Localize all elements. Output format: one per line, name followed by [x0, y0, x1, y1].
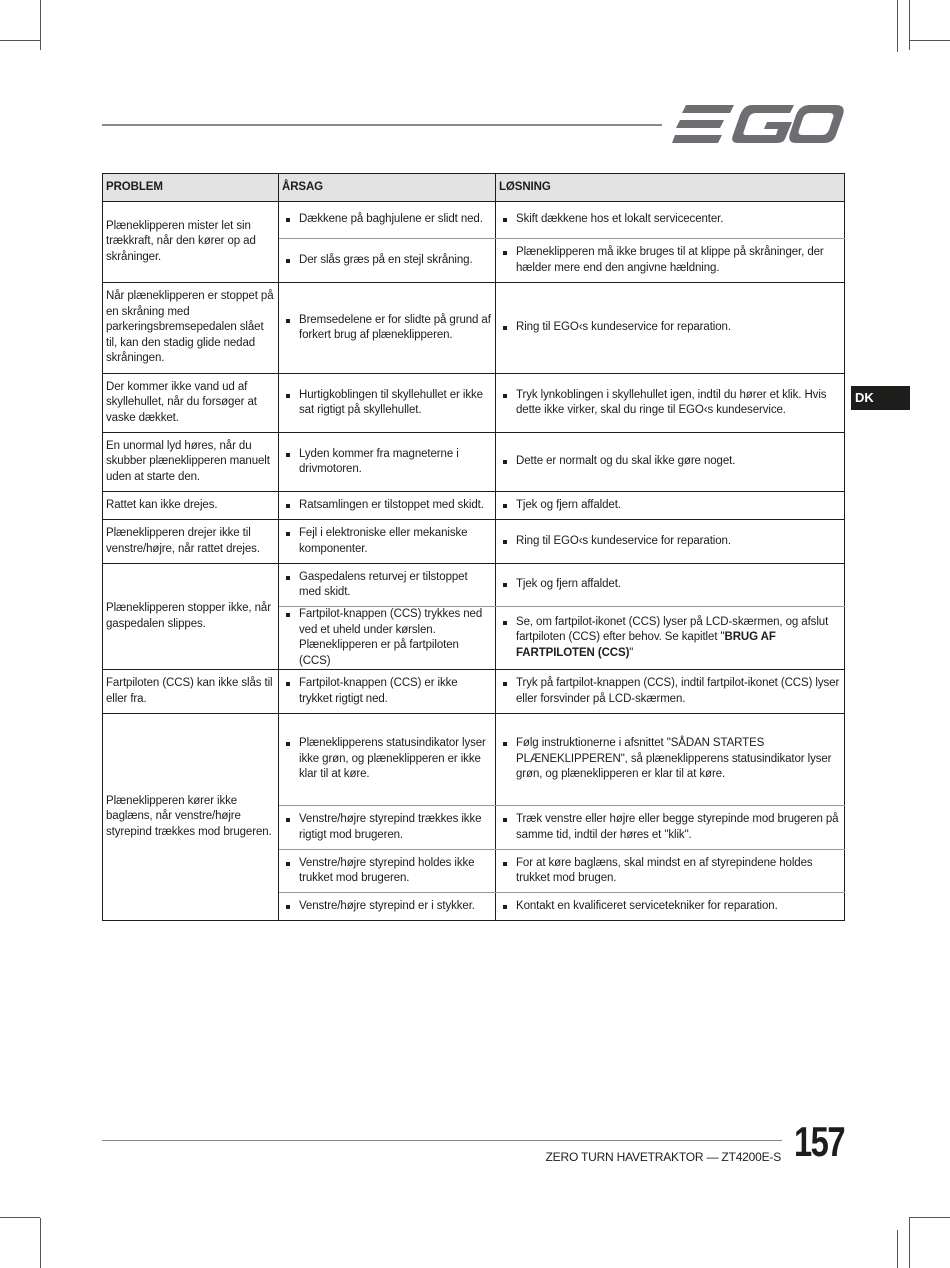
cause-text: Hurtigkoblingen til skyllehullet er ikke sat rigtigt på skyllehullet. [282, 388, 492, 419]
solution-text: For at køre baglæns, skal mindst en af styrepindene holdes trukket mod brugen. [499, 856, 841, 887]
problem-cell: Fartpiloten (CCS) kan ikke slås til eller fra. [103, 670, 279, 714]
footer-product-name: ZERO TURN HAVETRAKTOR — ZT4200E-S [545, 1150, 781, 1164]
table-row [103, 670, 845, 714]
table-row [103, 374, 845, 433]
problem-cell: Plæneklipperen stopper ikke, når gaspedalen slippes. [103, 564, 279, 670]
solution-cell [496, 492, 845, 520]
table-row [103, 202, 845, 239]
crop-mark [40, 0, 41, 50]
solution-text: Tryk på fartpilot-knappen (CCS), indtil fartpilot-ikonet (CCS) lyser eller forsvinder på LCD-skærmen. [499, 676, 841, 707]
cause-cell [279, 283, 496, 374]
table-row [103, 714, 845, 806]
table-row [103, 564, 845, 607]
solution-cell [496, 520, 845, 564]
solution-text: Tjek og fjern affaldet. [499, 577, 841, 593]
cause-text: Fartpilot-knappen (CCS) trykkes ned ved et uheld under kørslen. Plæneklipperen er på fartpiloten (CCS) [282, 607, 492, 669]
cause-cell [279, 806, 496, 850]
solution-text: Tjek og fjern affaldet. [499, 498, 841, 514]
cause-text: Dækkene på baghjulene er slidt ned. [282, 212, 492, 228]
troubleshooting-table [102, 173, 845, 921]
solution-text: Skift dækkene hos et lokalt servicecenter. [499, 212, 841, 228]
crop-mark [909, 1217, 950, 1218]
cause-cell [279, 850, 496, 893]
cause-cell [279, 670, 496, 714]
problem-cell: Rattet kan ikke drejes. [103, 492, 279, 520]
solution-cell [496, 433, 845, 492]
solution-cell [496, 714, 845, 806]
crop-mark [40, 1218, 41, 1268]
problem-cell: En unormal lyd høres, når du skubber plæneklipperen manuelt uden at starte den. [103, 433, 279, 492]
crop-mark [0, 40, 40, 41]
table-row [103, 492, 845, 520]
problem-cell: Der kommer ikke vand ud af skyllehullet, når du forsøger at vaske dækket. [103, 374, 279, 433]
table-row [103, 433, 845, 492]
page-number: 157 [794, 1118, 844, 1165]
solution-cell [496, 607, 845, 670]
cause-text: Plæneklipperens statusindikator lyser ikke grøn, og plæneklipperen er ikke klar til at køre. [282, 736, 492, 783]
cause-text: Fejl i elektroniske eller mekaniske komponenter. [282, 526, 492, 557]
header-solution: LØSNING [496, 174, 845, 202]
solution-cell [496, 283, 845, 374]
cause-text: Lyden kommer fra magneterne i drivmotoren. [282, 447, 492, 478]
crop-mark [909, 40, 950, 41]
solution-cell [496, 374, 845, 433]
ego-logo [672, 104, 844, 144]
solution-text: Dette er normalt og du skal ikke gøre noget. [499, 454, 841, 470]
solution-text: Kontakt en kvalificeret servicetekniker for reparation. [499, 899, 841, 915]
problem-cell: Plæneklipperen kører ikke baglæns, når venstre/højre styrepind trækkes mod brugeren. [103, 714, 279, 921]
problem-cell: Når plæneklipperen er stoppet på en skråning med parkeringsbremsepedalen slået til, kan den stadig glide nedad skråningen. [103, 283, 279, 374]
crop-mark [897, 1230, 898, 1268]
cause-text: Bremsedelene er for slidte på grund af forkert brug af plæneklipperen. [282, 313, 492, 344]
solution-text: Plæneklipperen må ikke bruges til at klippe på skråninger, der hælder mere end den angivne hældning. [499, 245, 841, 276]
header-rule [102, 124, 662, 126]
solution-text-end: " [629, 646, 634, 659]
solution-text-part: Se, om fartpilot-ikonet (CCS) lyser på LCD-skærmen, og afslut fartpiloten (CCS) efter behov. Se kapitlet " [516, 615, 829, 644]
solution-text [499, 615, 841, 662]
problem-cell: Plæneklipperen drejer ikke til venstre/højre, når rattet drejes. [103, 520, 279, 564]
solution-text: Ring til EGO‹s kundeservice for reparation. [499, 320, 841, 336]
cause-cell [279, 893, 496, 921]
crop-mark [909, 1218, 910, 1268]
cause-text: Der slås græs på en stejl skråning. [282, 253, 492, 269]
cause-text: Venstre/højre styrepind holdes ikke trukket mod brugeren. [282, 856, 492, 887]
cause-cell [279, 714, 496, 806]
cause-text: Venstre/højre styrepind trækkes ikke rigtigt mod brugeren. [282, 812, 492, 843]
language-tab: DK [851, 386, 910, 410]
cause-text: Fartpilot-knappen (CCS) er ikke trykket rigtigt ned. [282, 676, 492, 707]
solution-text: Tryk lynkoblingen i skyllehullet igen, indtil du hører et klik. Hvis dette ikke virker, skal du ringe til EGO‹s kundeservice. [499, 388, 841, 419]
cause-text: Ratsamlingen er tilstoppet med skidt. [282, 498, 492, 514]
cause-cell [279, 607, 496, 670]
cause-cell [279, 492, 496, 520]
solution-cell [496, 670, 845, 714]
crop-mark [909, 0, 910, 50]
cause-cell [279, 564, 496, 607]
cause-text: Gaspedalens returvej er tilstoppet med skidt. [282, 570, 492, 601]
header-problem: PROBLEM [103, 174, 279, 202]
table-row [103, 520, 845, 564]
solution-cell [496, 202, 845, 239]
solution-text-bold: BRUG AF FARTPILOTEN (CCS) [516, 631, 776, 659]
table-row [103, 283, 845, 374]
solution-cell [496, 239, 845, 283]
solution-text: Træk venstre eller højre eller begge styrepinde mod brugeren på samme tid, indtil der høres et "klik". [499, 812, 841, 843]
header-cause: ÅRSAG [279, 174, 496, 202]
cause-cell [279, 433, 496, 492]
solution-text: Følg instruktionerne i afsnittet "SÅDAN STARTES PLÆNEKLIPPEREN", så plæneklipperens statusindikator lyser grøn, og plæneklipperen er klar til at køre. [499, 736, 841, 783]
table-header-row [103, 174, 845, 202]
footer-rule [102, 1140, 782, 1141]
solution-cell [496, 850, 845, 893]
cause-cell [279, 239, 496, 283]
crop-mark [897, 0, 898, 52]
crop-mark [0, 1217, 40, 1218]
solution-cell [496, 564, 845, 607]
cause-text: Venstre/højre styrepind er i stykker. [282, 899, 492, 915]
problem-cell: Plæneklipperen mister let sin trækkraft, når den kører op ad skråninger. [103, 202, 279, 283]
cause-cell [279, 374, 496, 433]
solution-text: Ring til EGO‹s kundeservice for reparation. [499, 534, 841, 550]
cause-cell [279, 520, 496, 564]
solution-cell [496, 893, 845, 921]
cause-cell [279, 202, 496, 239]
solution-cell [496, 806, 845, 850]
